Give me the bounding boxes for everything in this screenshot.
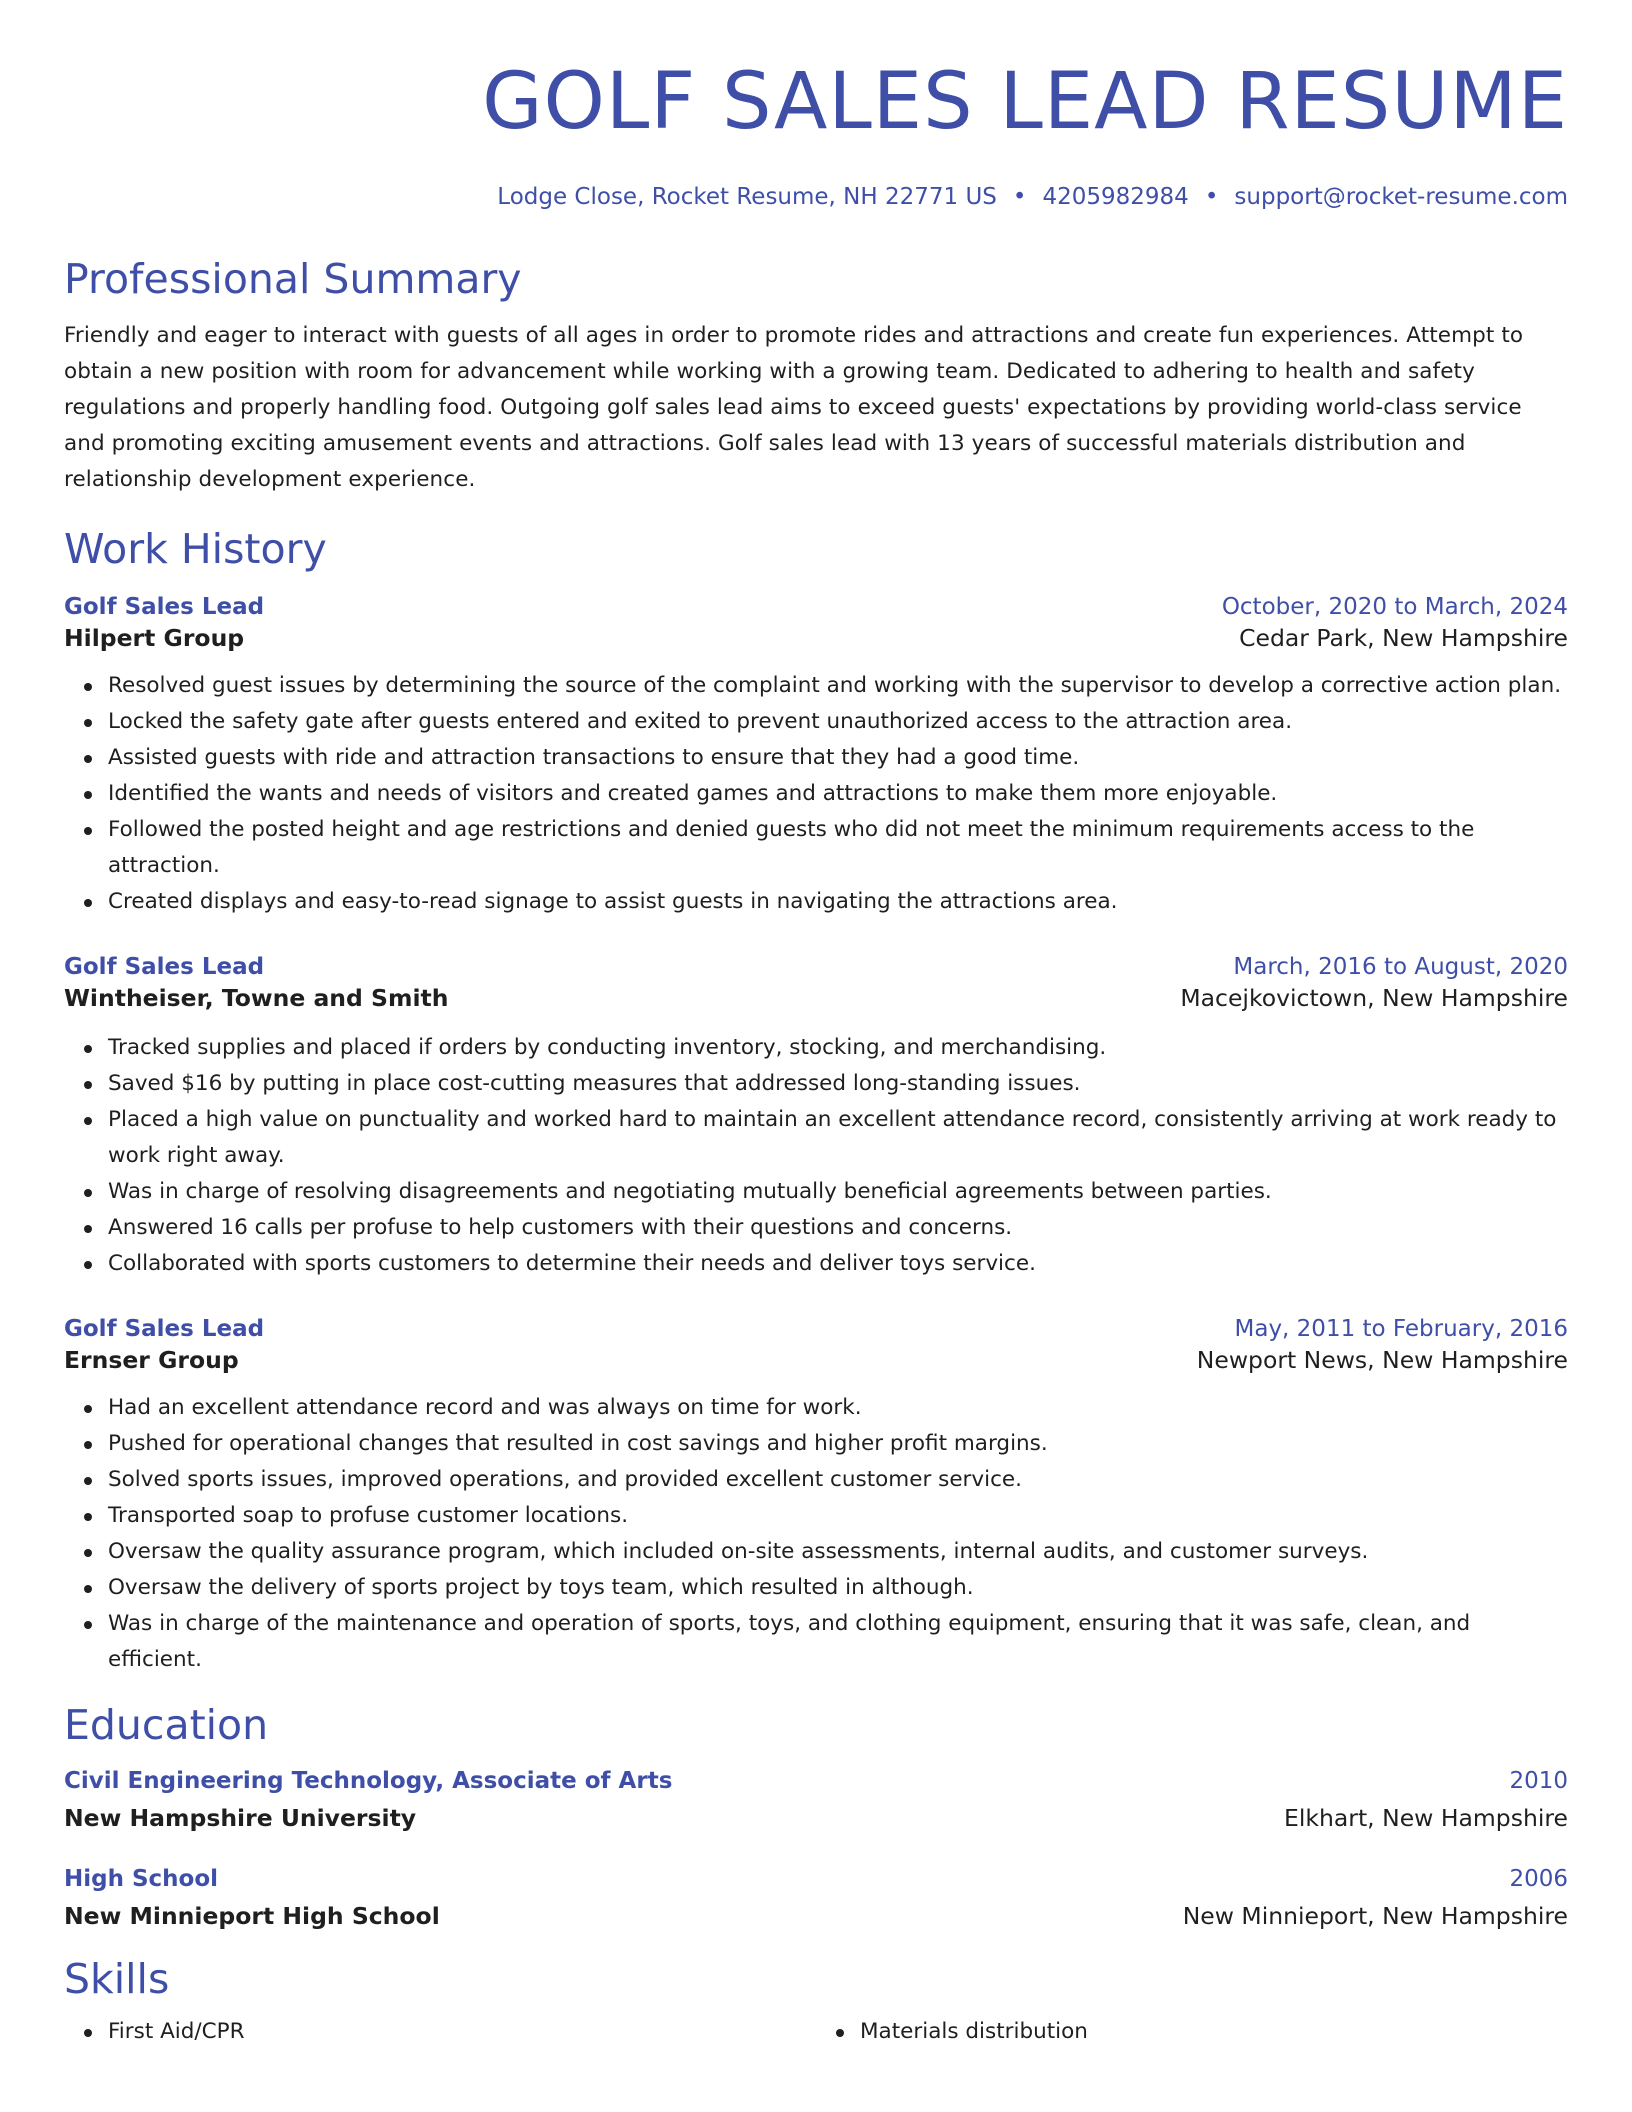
education-heading: Education	[64, 1701, 269, 1749]
contact-address: Lodge Close, Rocket Resume, NH 22771 US	[497, 184, 997, 210]
job-bullet: Resolved guest issues by determining the source of the complaint and working with the supervisor to develop a corrective action plan.	[108, 668, 1568, 704]
job-bullet: Locked the safety gate after guests entered and exited to prevent unauthorized access to the attraction area.	[108, 704, 1568, 740]
contact-email: support@rocket-resume.com	[1234, 184, 1568, 210]
education-school: New Minnieport High School	[64, 1902, 440, 1930]
job-period: October, 2020 to March, 2024	[1221, 594, 1568, 620]
job-company-row	[64, 622, 1568, 654]
education-location: New Minnieport, New Hampshire	[1182, 1902, 1568, 1930]
job-role: Golf Sales Lead	[64, 1316, 265, 1342]
summary-heading: Professional Summary	[64, 255, 522, 303]
job-role: Golf Sales Lead	[64, 594, 265, 620]
education-year: 2006	[1509, 1866, 1568, 1892]
education-entry	[64, 1766, 1568, 1834]
skills-section	[64, 1954, 1568, 2050]
job-entry	[64, 952, 1568, 1282]
contact-line	[64, 182, 1568, 212]
job-bullet: Saved $16 by putting in place cost-cutting measures that addressed long-standing issues.	[108, 1066, 1568, 1102]
job-bullet: Assisted guests with ride and attraction transactions to ensure that they had a good time.	[108, 740, 1568, 776]
contact-separator: •	[1204, 184, 1219, 210]
job-location: Cedar Park, New Hampshire	[1239, 624, 1568, 652]
work-history-heading: Work History	[64, 525, 327, 573]
job-entry	[64, 1314, 1568, 1678]
job-bullets	[64, 1030, 1568, 1282]
job-company: Ernser Group	[64, 1346, 239, 1374]
job-bullet: Identified the wants and needs of visitors and created games and attractions to make them more enjoyable.	[108, 776, 1568, 812]
education-degree: High School	[64, 1866, 219, 1892]
skill-item: First Aid/CPR	[108, 2014, 816, 2050]
job-bullet: Transported soap to profuse customer locations.	[108, 1498, 1568, 1534]
summary-section	[64, 254, 1568, 498]
job-bullet: Pushed for operational changes that resulted in cost savings and higher profit margins.	[108, 1426, 1568, 1462]
job-bullet: Solved sports issues, improved operations, and provided excellent customer service.	[108, 1462, 1568, 1498]
job-bullet: Created displays and easy-to-read signage to assist guests in navigating the attractions area.	[108, 884, 1568, 920]
job-bullet: Tracked supplies and placed if orders by conducting inventory, stocking, and merchandising.	[108, 1030, 1568, 1066]
job-bullet: Had an excellent attendance record and was always on time for work.	[108, 1390, 1568, 1426]
skills-heading: Skills	[64, 1955, 170, 2003]
job-company: Wintheiser, Towne and Smith	[64, 984, 449, 1012]
education-location: Elkhart, New Hampshire	[1284, 1804, 1568, 1832]
job-entry	[64, 592, 1568, 920]
job-header-row	[64, 952, 1568, 982]
job-company: Hilpert Group	[64, 624, 245, 652]
skills-column	[816, 2014, 1568, 2050]
job-period: March, 2016 to August, 2020	[1233, 954, 1568, 980]
job-bullets	[64, 1390, 1568, 1678]
education-school: New Hampshire University	[64, 1804, 417, 1832]
job-header-row	[64, 1314, 1568, 1344]
job-header-row	[64, 592, 1568, 622]
job-bullet: Placed a high value on punctuality and worked hard to maintain an excellent attendance record, consistently arriving at work ready to work right away.	[108, 1102, 1568, 1174]
skill-item: Materials distribution	[860, 2014, 1568, 2050]
skills-grid	[64, 2014, 1568, 2050]
education-entry	[64, 1864, 1568, 1932]
education-section	[64, 1700, 1568, 1932]
job-location: Newport News, New Hampshire	[1196, 1346, 1568, 1374]
resume-title: GOLF SALES LEAD RESUME	[482, 57, 1568, 147]
job-bullets	[64, 668, 1568, 920]
contact-phone: 4205982984	[1042, 184, 1189, 210]
contact-separator: •	[1012, 184, 1027, 210]
job-location: Macejkovictown, New Hampshire	[1180, 984, 1568, 1012]
job-bullet: Was in charge of the maintenance and operation of sports, toys, and clothing equipment, ensuring that it was safe, clean, and efficient.	[108, 1606, 1568, 1678]
education-school-row	[64, 1802, 1568, 1834]
resume-header	[64, 0, 1568, 212]
education-header-row	[64, 1864, 1568, 1894]
education-school-row	[64, 1900, 1568, 1932]
job-bullet: Collaborated with sports customers to determine their needs and deliver toys service.	[108, 1246, 1568, 1282]
job-bullet: Oversaw the quality assurance program, which included on-site assessments, internal audits, and customer surveys.	[108, 1534, 1568, 1570]
job-bullet: Was in charge of resolving disagreements and negotiating mutually beneficial agreements between parties.	[108, 1174, 1568, 1210]
job-period: May, 2011 to February, 2016	[1234, 1316, 1568, 1342]
summary-text: Friendly and eager to interact with guests of all ages in order to promote rides and attractions and create fun experiences. Attempt to obtain a new position with room for advancement while working with a growing team. Dedicated to adhering to health and safety regulations and properly handling food. Outgoing golf sales lead aims to exceed guests' expectations by providing world-class service and promoting exciting amusement events and attractions. Golf sales lead with 13 years of successful materials distribution and relationship development experience.	[64, 323, 1524, 492]
education-year: 2010	[1509, 1768, 1568, 1794]
work-history-section	[64, 524, 1568, 1678]
job-role: Golf Sales Lead	[64, 954, 265, 980]
job-company-row	[64, 982, 1568, 1014]
job-bullet: Answered 16 calls per profuse to help customers with their questions and concerns.	[108, 1210, 1568, 1246]
education-degree: Civil Engineering Technology, Associate of Arts	[64, 1768, 673, 1794]
job-company-row	[64, 1344, 1568, 1376]
job-bullet: Followed the posted height and age restrictions and denied guests who did not meet the minimum requirements access to the attraction.	[108, 812, 1568, 884]
skills-column	[64, 2014, 816, 2050]
job-bullet: Oversaw the delivery of sports project by toys team, which resulted in although.	[108, 1570, 1568, 1606]
education-header-row	[64, 1766, 1568, 1796]
